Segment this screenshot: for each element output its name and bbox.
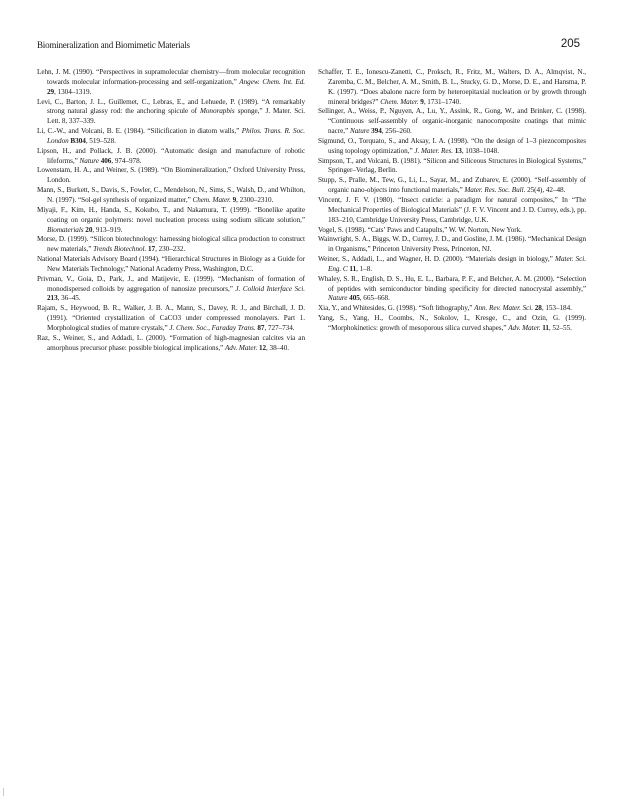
reference-pages: , 913–919. [92,225,123,234]
reference-text: Li, C.-W., and Volcani, B. E. (1984). “Silicification in diatom walls,” [37,127,242,136]
reference-journal: Mater. Res. Soc. Bull. [464,186,526,195]
reference-volume: 20 [85,225,93,234]
reference-text: Levi, C., Barton, J. L., Guillemet, C., Lebras, E., and Lehuede, P. (1989). “A remarkably strong natural glassy rod: the anchoring spicule of [37,97,305,116]
reference-entry [37,255,305,275]
reference-entry [318,226,586,236]
reference-text: Lipson, H., and Pollack, J. B. (2000). “Automatic design and manufacture of robotic lifeforms,” [37,146,305,165]
reference-journal: Ann. Rev. Mater. Sci. [474,304,533,313]
reference-pages: , 2300–2310. [236,195,274,204]
reference-text: Whaley, S. R., English, D. S., Hu, E. L., Barbara, P. F., and Belcher, A. M. (2000). “Selection of peptides with semiconductor binding specificity for directed nanocrystal assembly,” [318,274,586,293]
reference-entry [318,157,586,177]
running-header [37,40,580,54]
reference-text: Miyaji, F., Kim, H., Handa, S., Kokubo, T., and Nakamura, T. (1999). “Bonelike apatite coating on organic polymers: novel nucleation process using sodium silicate solution,” [37,205,305,224]
reference-entry [37,186,305,206]
reference-volume: 11 [349,264,357,273]
reference-pages: , 36–45. [57,294,81,303]
reference-entry [37,304,305,334]
reference-text: Privman, V., Goia, D., Park, J., and Matijevic, E. (1999). “Mechanism of formation of monodispersed colloids by aggregation of nanosize precursors,” [37,274,305,293]
reference-volume: 28 [534,304,542,313]
reference-entry [318,196,586,226]
reference-entry [318,255,586,275]
reference-pages: , 519–528. [85,136,116,145]
reference-pages: , 1731–1740. [423,97,461,106]
reference-text: Mann, S., Burkett, S., Davis, S., Fowler, C., Mendelson, N., Sims, S., Walsh, D., and Whilton, N. (1997). “Sol-gel synthesis of organized matter,” [37,186,305,204]
reference-volume: B304 [70,136,86,145]
reference-pages: , 974–978. [111,156,142,165]
reference-text: Wainwright, S. A., Biggs, W. D., Currey, J. D., and Gosline, J. M. (1986). “Mechanical Design in Organisms,” Princeton University Press, Princeton, NJ. [318,235,586,254]
reference-pages: , 1038–1048. [461,146,499,155]
reference-journal: J. Mater. Res. [414,146,453,155]
reference-journal: Monorapbis [199,107,235,116]
reference-text: Yang, S., Yang, H., Coombs, N., Sokolov, I., Kresge, C., and Ozin, G. (1999). “Morphokinetics: growth of mesoporous silica curved shapes,” [318,314,586,332]
reference-pages: , 1–8. [356,264,372,273]
reference-pages: , 38–40. [266,343,290,352]
reference-text: Morse, D. (1999). “Silicon biotechnology: harnessing biological silica production to construct new materials,” [37,235,305,254]
reference-entry [37,235,305,255]
reference-volume: 11 [542,323,549,332]
reference-entry [318,137,586,157]
reference-text: Vincent, J. F. V. (1980). “Insect cuticle: a paradigm for natural composites,” In “The Mechanical Properties of Biological Materials” (J. F. V. Vincent and J. D. Currey, eds.), pp. 183–210, Cambridge University Press, Cambridge, U.K. [318,195,586,224]
reference-entry [37,147,305,167]
reference-entry [318,176,586,196]
reference-pages: , 665–668. [359,294,390,303]
reference-pages: , 153–184. [541,304,572,313]
reference-entry [37,98,305,128]
margin-mark [3,788,4,796]
running-title: Biomineralization and Biomimetic Materials [37,40,190,50]
reference-journal: Nature [328,294,348,303]
reference-entry [37,68,305,98]
reference-text: Rajam, S., Heywood, B. R., Walker, J. B. A., Mann, S., Davey, R. J., and Birchall, J. D. (1991). “Oriented crystallization of CaCO3 under compressed monolayers. Part 1. Morphological studies of mature crystals,” [37,304,305,332]
reference-pages: , 230–232. [155,245,186,254]
reference-text: Simpson, T., and Volcani, B. (1981). “Silicon and Siliceous Structures in Biological Systems,” Springer–Verlag, Berlin. [318,156,586,175]
reference-entry [37,334,305,354]
reference-volume: 12 [258,343,267,352]
reference-journal: Philos. Trans. R. Soc. London [47,127,306,145]
reference-text: Lehn, J. M. (1990). “Perspectives in supramolecular chemistry—from molecular recognition towards molecular information-processing and self-organization,” [37,68,305,86]
reference-entry [318,275,586,305]
reference-text: Vogel, S. (1998). “Cats’ Paws and Catapults,” W. W. Norton, New York. [318,225,522,234]
reference-volume: 29 [47,87,55,96]
reference-pages: , 52–55. [548,323,572,332]
references-column-right [318,68,586,334]
reference-entry [318,68,586,107]
reference-journal: Adv. Mater. [224,343,258,352]
reference-entry [37,275,305,305]
reference-text: Lowenstam, H. A., and Weiner, S. (1989). “On Biomineralization,” Oxford University Press, London. [37,166,305,185]
reference-journal: Chem. Mater. [192,195,231,204]
reference-text: Sigmund, O., Torquato, S., and Aksay, I. A. (1998). “On the design of 1–3 piezocomposites using topology optimization,” [318,136,586,155]
reference-entry [37,166,305,186]
reference-text: Schaffer, T. E., Ionescu-Zanetti, C., Proksch, R., Fritz, M., Walters, D. A., Almqvist, N., Zaremba, C. M., Belcher, A. M., Smith, B. L., Stucky, G. D., Morse, D. E., and Hansma, P. K. (1997). “Does abalone nacre form by heteroepitaxial nucleation or by growth through mineral bridges?” [318,68,586,106]
reference-text: Sellinger, A., Weiss, P., Nguyen, A., Lu, Y., Assink, R., Gong, W., and Brinker, C. (1998). “Continuous self-assembly of organic-inorganic nanocomposite coatings that mimic nacre,” [318,107,586,136]
reference-journal: J. Colloid Interface Sci. [235,284,305,293]
reference-journal: Adv. Mater. [508,323,541,332]
reference-volume: 13 [454,146,462,155]
reference-entry [37,206,305,236]
reference-pages: , 1304–1319. [54,87,92,96]
reference-journal: Chem. Mater. [380,97,419,106]
reference-volume: 213 [47,294,58,303]
reference-volume: 9 [420,97,424,106]
reference-pages: 25(4), 42–48. [525,186,566,195]
reference-entry [318,304,586,314]
reference-entry [37,127,305,147]
references-column-left [37,68,305,353]
reference-pages: , 727–734. [264,323,295,332]
reference-entry [318,314,586,334]
reference-pages: sponge,” J. Mater. Sci. Lett. 8, 337–339. [47,107,305,126]
reference-text: National Materials Advisory Board (1994). “Hierarchical Structures in Biology as a Guide for New Materials Technology,” National Academy Press, Washington, D.C. [37,255,305,273]
reference-volume: 405 [349,294,360,303]
reference-text: Raz, S., Weiner, S., and Addadi, L. (2000). “Formation of high-magnesian calcites via an amorphous precursor phase: possible biological implications,” [37,333,305,352]
reference-entry [318,107,586,137]
reference-text: Xia, Y., and Whitesides, G. (1998). “Soft lithography,” [318,304,475,313]
reference-volume: 9 [232,195,237,204]
reference-journal: Nature [349,127,370,136]
reference-journal: Nature [79,156,99,165]
reference-journal: Trends Biotechnol. [93,245,147,254]
reference-journal: Biomaterials [47,225,84,234]
reference-volume: 17 [148,245,156,254]
reference-text: Stupp, S., Pralle, M., Tew, G., Li, L., Sayar, M., and Zubarev, E. (2000). “Self-assembly of organic nano-objects into functional materials,” [318,176,586,195]
reference-volume: 87 [257,323,265,332]
reference-journal: Angew. Chem. Int. Ed. [239,77,305,86]
reference-entry [318,235,586,255]
reference-volume: 406 [100,156,112,165]
reference-pages: , 256–260. [381,127,412,136]
page-number: 205 [560,38,580,50]
reference-journal: Mater. Sci. Eng. C [328,255,586,273]
reference-journal: J. Chem. Soc., Faraday Trans. [169,323,256,332]
reference-volume: 394 [371,127,382,136]
reference-text: Weiner, S., Addadi, L., and Wagner, H. D. (2000). “Materials design in biology,” [318,255,556,264]
